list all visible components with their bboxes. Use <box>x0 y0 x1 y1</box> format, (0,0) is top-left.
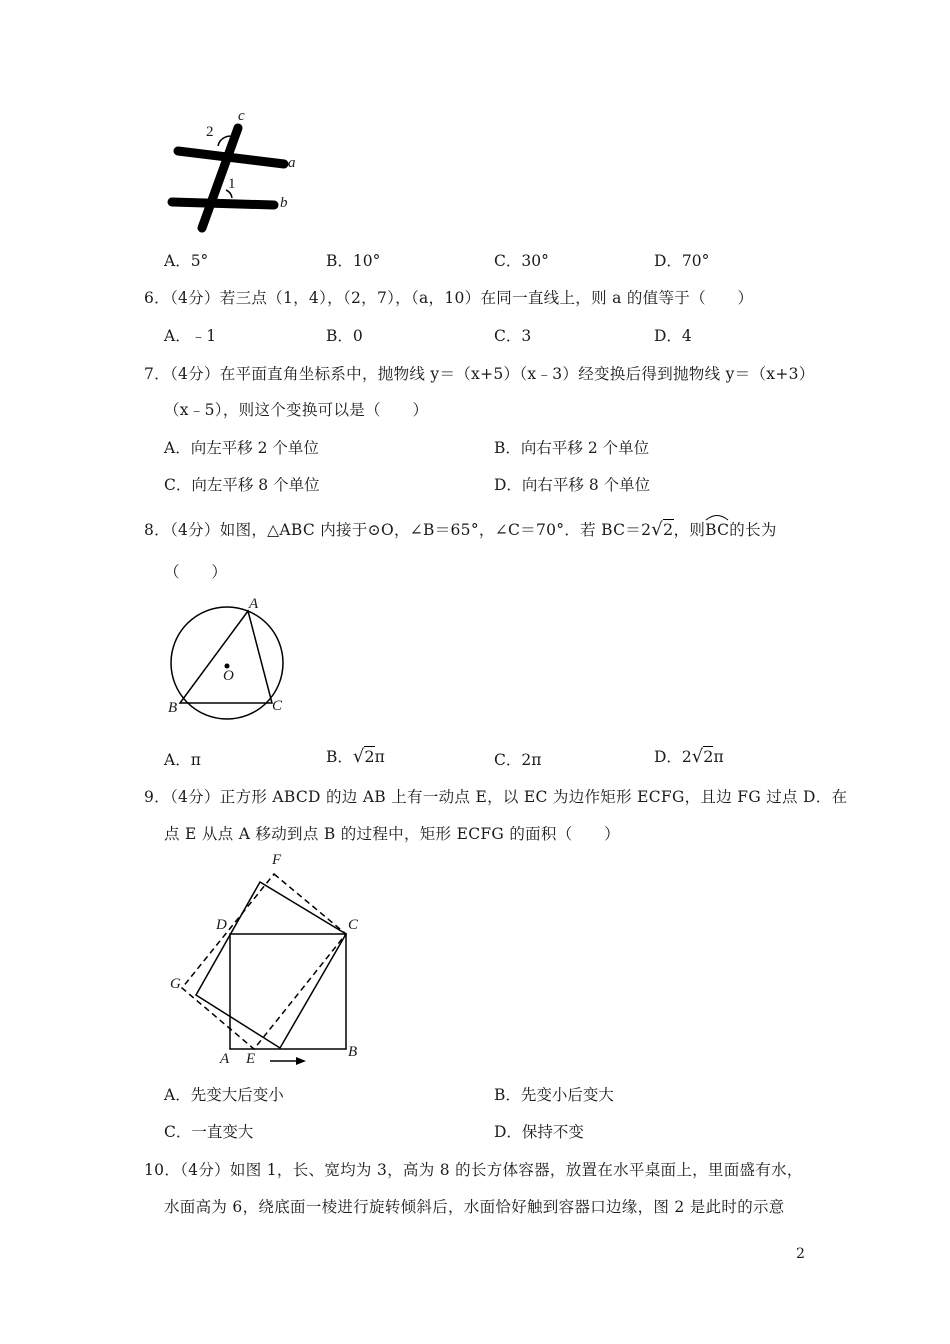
label-a: A <box>220 1051 230 1067</box>
q10-question-line2: 水面高为 6，绕底面一棱进行旋转倾斜后，水面恰好触到容器口边缘，图 2 是此时的示意 <box>164 1198 785 1216</box>
arc-mark-icon <box>705 513 729 521</box>
q9-option-b: B．先变小后变大 <box>494 1086 614 1104</box>
q7-question-line2: （x﹣5），则这个变换可以是（ ） <box>164 401 429 419</box>
label-e: E <box>246 1051 256 1067</box>
rectangle-ecfg-dashed <box>182 874 346 1049</box>
q9-question-line2: 点 E 从点 A 移动到点 B 的过程中，矩形 ECFG 的面积（ ） <box>164 825 620 843</box>
arc-bc-label: BC <box>705 519 729 539</box>
sqrt-symbol: √ <box>352 746 365 767</box>
q7-option-a: A．向左平移 2 个单位 <box>164 439 319 457</box>
q8-option-c: C．2π <box>494 751 542 769</box>
sqrt-symbol: √ <box>691 746 704 767</box>
q9-option-a: A．先变大后变小 <box>164 1086 284 1104</box>
q8-question-line1 <box>144 518 777 540</box>
parallel-lines-figure <box>160 108 310 238</box>
q7-question-line1: 7．（4分）在平面直角坐标系中，抛物线 y＝（x+5）（x﹣3）经变换后得到抛物线 y＝（x+3） <box>144 365 815 383</box>
q9-option-d: D．保持不变 <box>494 1123 584 1141</box>
label-a: A <box>249 596 259 612</box>
q8-option-b: B．√2π <box>326 746 385 767</box>
q10-question-line1: 10．（4分）如图 1，长、宽均为 3，高为 8 的长方体容器，放置在水平桌面上，里面盛有水， <box>144 1161 803 1179</box>
q6-question: 6．（4分）若三点（1，4），（2，7），（a，10）在同一直线上，则 a 的值等于（ ） <box>144 289 754 307</box>
q6-option-b: B．0 <box>326 327 363 345</box>
circle-triangle-figure <box>160 596 300 720</box>
q8-text-part3: 的长为 <box>729 521 777 539</box>
rectangle-solid <box>196 882 346 1048</box>
q8-text-part1: 8．（4分）如图，△ABC 内接于⊙O，∠B＝65°，∠C＝70°．若 BC＝2 <box>144 521 652 539</box>
q9-option-c: C．一直变大 <box>164 1123 254 1141</box>
label-b: B <box>168 700 178 716</box>
q7-option-c: C．向左平移 8 个单位 <box>164 476 320 494</box>
q5-option-d: D．70° <box>654 252 710 270</box>
label-1: 1 <box>228 176 236 192</box>
q8-option-a: A．π <box>164 751 201 769</box>
page-number: 2 <box>796 1246 805 1262</box>
sqrt-symbol: √ <box>651 519 664 540</box>
label-a: a <box>288 155 296 171</box>
q8-option-d: D．2√2π <box>654 746 724 767</box>
arrow-head <box>296 1057 306 1065</box>
label-g: G <box>170 976 181 992</box>
q6-option-c: C．3 <box>494 327 532 345</box>
q6-option-a: A．﹣1 <box>164 327 217 345</box>
q7-option-b: B．向右平移 2 个单位 <box>494 439 650 457</box>
triangle-abc <box>180 611 272 703</box>
label-b: B <box>348 1044 358 1060</box>
circle-o <box>171 607 283 719</box>
label-c: C <box>348 917 359 933</box>
q5-option-b: B．10° <box>326 252 381 270</box>
label-f: F <box>272 852 282 868</box>
q9-question-line1: 9．（4分）正方形 ABCD 的边 AB 上有一动点 E，以 EC 为边作矩形 ECFG，且边 FG 过点 D．在 <box>144 788 848 806</box>
q8-question-line2: （ ） <box>164 563 228 581</box>
label-c: c <box>238 108 245 124</box>
label-c: C <box>272 698 283 714</box>
q7-option-d: D．向右平移 8 个单位 <box>494 476 651 494</box>
line-b <box>172 202 274 205</box>
q5-option-c: C．30° <box>494 252 549 270</box>
q8-text-part2: ，则 <box>673 521 706 539</box>
label-2: 2 <box>206 124 214 140</box>
square-abcd <box>230 934 346 1049</box>
label-o: O <box>223 668 234 684</box>
label-d: D <box>216 917 227 933</box>
square-rectangle-figure <box>160 852 380 1072</box>
label-b: b <box>280 195 288 211</box>
q8-sqrt-arg: 2 <box>663 520 674 539</box>
q5-option-a: A．5° <box>164 252 209 270</box>
q6-option-d: D．4 <box>654 327 692 345</box>
